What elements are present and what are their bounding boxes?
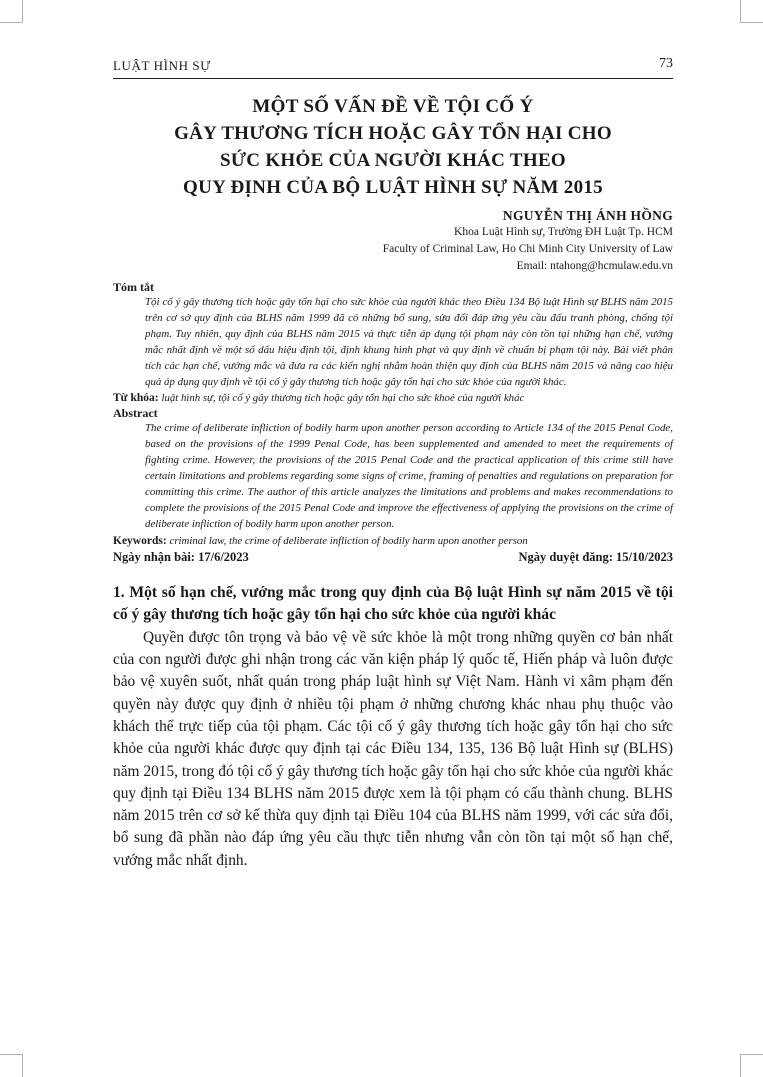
affiliation-vi: Khoa Luật Hình sự, Trường ĐH Luật Tp. HCM — [454, 226, 673, 238]
article-page — [113, 52, 673, 872]
keywords-vi-text: luật hình sự, tội cố ý gây thương tích hoặc gây tổn hại cho sức khoẻ của người khác — [161, 392, 525, 405]
summary-text: Tội cố ý gây thương tích hoặc gây tổn hại cho sức khỏe của người khác theo Điều 134 Bộ luật Hình sự BLHS năm 2015 trên cơ sở quy định của BLHS năm 1999 đã có những bổ sung, sửa đổi đáp ứng yêu cầu đấu tranh phòng, chống tội phạm. Tuy nhiên, quy định của BLHS năm 2015 và thực tiễn áp dụng tội phạm này còn tồn tại những hạn chế, vướng mắc nhất định về một số dấu hiệu định tội, định khung hình phạt và quy định về chuẩn bị phạm tội này. Bài viết phân tích các hạn chế, vướng mắc và đưa ra các kiến nghị nhằm hoàn thiện quy định của BLHS năm 2015 và nâng cao hiệu quả áp dụng quy định về tội cố ý gây thương tích hoặc gây tổn hại cho sức khỏe của người khác. — [145, 296, 673, 388]
crop-mark-bottom-left — [0, 1054, 23, 1077]
article-title — [113, 93, 673, 201]
title-line: GÂY THƯƠNG TÍCH HOẶC GÂY TỔN HẠI CHO — [174, 123, 612, 144]
crop-mark-top-right — [740, 0, 763, 23]
author-email: Email: ntahong@hcmulaw.edu.vn — [516, 260, 673, 272]
keywords-en — [113, 533, 673, 549]
section-heading: 1. Một số hạn chế, vướng mắc trong quy định của Bộ luật Hình sự năm 2015 về tội cố ý gây thương tích hoặc gây tổn hại cho sức khỏe của người khác — [113, 583, 673, 623]
body-paragraph-text: Quyền được tôn trọng và bảo vệ về sức khỏe là một trong những quyền cơ bản nhất của con người được ghi nhận trong các văn kiện pháp lý quốc tế, Hiến pháp và luôn được bảo vệ xuyên suốt, nhất quán trong pháp luật hình sự Việt Nam. Hành vi xâm phạm đến quyền này được quy định ở nhiều tội phạm ở những chương khác nhau phụ thuộc vào khách thể trực tiếp của tội phạm. Các tội cố ý gây thương tích hoặc gây tổn hại cho sức khỏe của người khác được quy định tại các Điều 134, 135, 136 Bộ luật Hình sự (BLHS) năm 2015, trong đó tội cố ý gây thương tích hoặc gây tổn hại cho sức khỏe của người khác quy định tại Điều 134 BLHS năm 2015 được xem là tội phạm có cấu thành chung. BLHS năm 2015 trên cơ sở kế thừa quy định tại Điều 104 của BLHS năm 1999, với các sửa đổi, bổ sung đã phần nào đáp ứng yêu cầu thực tiễn nhưng vẫn còn tồn tại một số hạn chế, vướng mắc nhất định. — [113, 628, 673, 869]
title-line: SỨC KHỎE CỦA NGƯỜI KHÁC THEO — [219, 150, 567, 171]
keywords-vi-label: Từ khóa: — [113, 392, 159, 405]
abstract-label: Abstract — [113, 406, 158, 421]
crop-mark-top-left — [0, 0, 23, 23]
body-paragraph — [113, 627, 673, 872]
author-name: NGUYỄN THỊ ÁNH HỒNG — [502, 208, 673, 223]
page-number: 73 — [659, 56, 673, 71]
article-dates — [113, 550, 673, 567]
title-line: QUY ĐỊNH CỦA BỘ LUẬT HÌNH SỰ NĂM 2015 — [183, 177, 603, 198]
title-line: MỘT SỐ VẤN ĐỀ VỀ TỘI CỐ Ý — [252, 96, 534, 117]
keywords-vi — [113, 390, 673, 406]
summary-label: Tóm tắt — [113, 280, 154, 294]
journal-section: LUẬT HÌNH SỰ — [113, 58, 211, 73]
received-date: Ngày nhận bài: 17/6/2023 — [113, 549, 249, 564]
running-header — [113, 52, 673, 79]
affiliation-en: Faculty of Criminal Law, Ho Chi Minh City University of Law — [382, 243, 673, 255]
keywords-en-text: criminal law, the crime of deliberate infliction of bodily harm upon another person — [169, 534, 528, 547]
keywords-en-label: Keywords: — [113, 534, 167, 547]
abstract-text: The crime of deliberate infliction of bodily harm upon another person according to Article 134 of the 2015 Penal Code, based on the provisions of the 1999 Penal Code, has been supplemented and amended to meet the requirements of fighting crime. However, the provisions of the 2015 Penal Code and the practical application of this crime still have certain limitations and problems regarding some signs of crime, framing of penalties and regulations on preparation for committing this crime. The author of this article analyzes the limitations and problems and makes recommendations to complete the provisions of the 2015 Penal Code and improve the effectiveness of applying the provisions on the crime of deliberate infliction of bodily harm upon another person. — [145, 422, 673, 530]
accepted-date: Ngày duyệt đăng: 15/10/2023 — [518, 549, 673, 564]
crop-mark-bottom-right — [740, 1054, 763, 1077]
